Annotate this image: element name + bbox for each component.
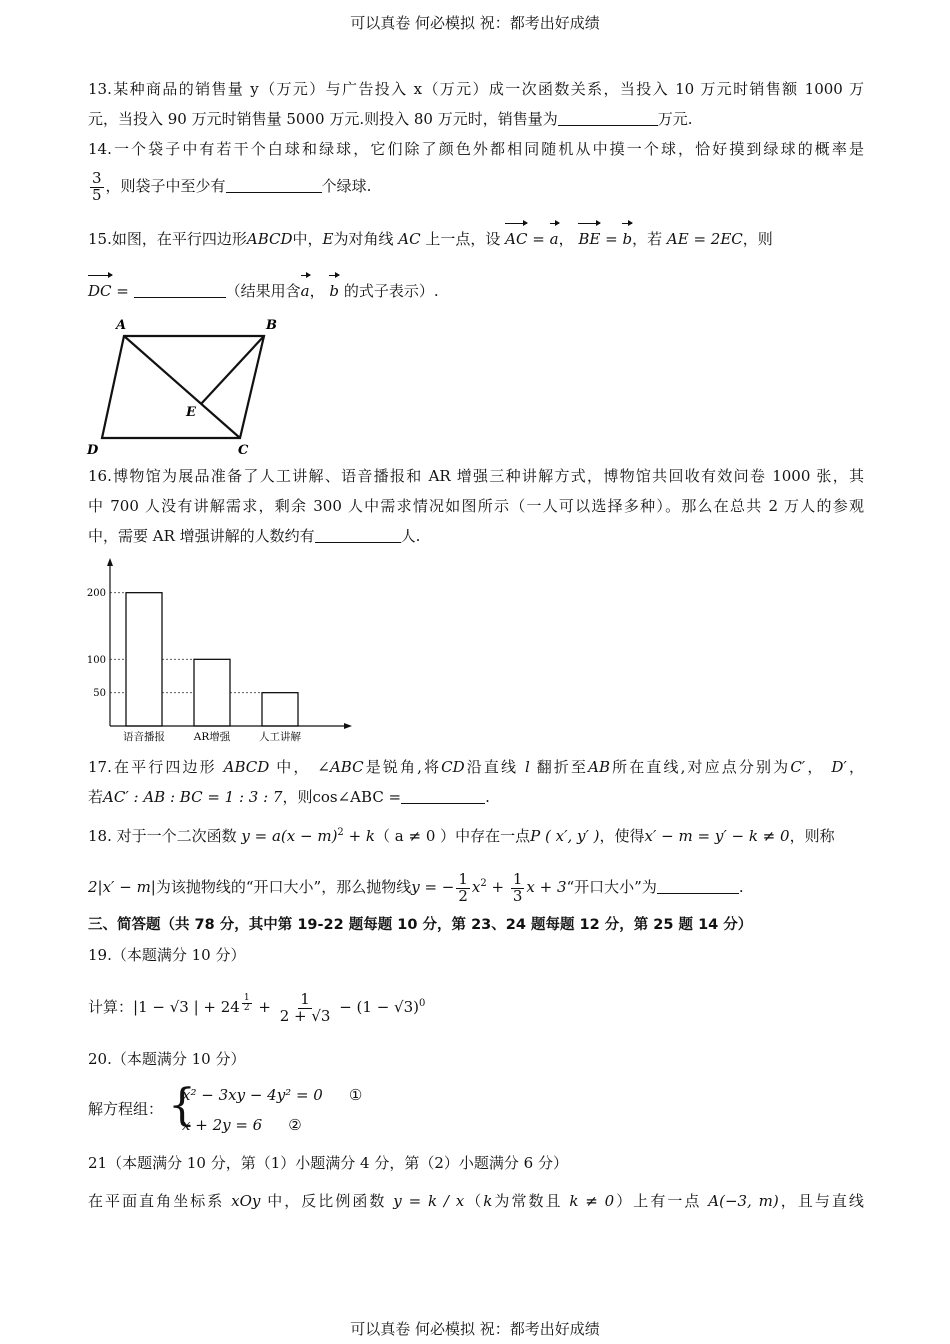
q21-line1: 在平面直角坐标系 xOy 中，反比例函数 y = k / x（k为常数且 k ≠ 0）上有一点 A(−3, m)，且与直线 <box>88 1192 864 1210</box>
q15-answer-blank[interactable] <box>134 283 226 298</box>
q13-answer-blank[interactable] <box>558 111 658 126</box>
q14-answer-blank[interactable] <box>226 178 322 193</box>
y-tick-label: 50 <box>93 688 106 700</box>
q19-expression: 计算：|1 − √3 | + 24 $^{\frac{1}{2}}$ + $\frac{1}{2 + √3}$ − $(1 - √3)^0$ <box>88 989 426 1025</box>
label-a: A <box>116 318 127 333</box>
label-e: E <box>186 405 196 420</box>
q15-line1: 15.如图，在平行四边形ABCD中，E为对角线 AC 上一点，设 AC = a， BE = b，若 AE = 2EC，则 <box>88 224 864 254</box>
q18-line2: 2|x′ − m|为该抛物线的“开口大小”，那么抛物线y = − $\frac{1}{2}$ $x^2$ + $\frac{1}{3}$ x + 3“开口大小”为 . <box>88 869 744 905</box>
q18-answer-blank[interactable] <box>657 879 739 894</box>
x-category-label: 人工讲解 <box>259 731 301 743</box>
vector-a: a <box>550 224 559 254</box>
q17-line2: 若AC′ : AB : BC = 1 : 3 : 7，则cos∠ABC = . <box>88 788 490 806</box>
q13-unit: 万元. <box>657 110 693 128</box>
q17-answer-blank[interactable] <box>401 789 485 804</box>
bar-chart <box>84 558 356 748</box>
label-c: C <box>238 443 249 457</box>
vector-b: b <box>622 224 632 254</box>
vector-be: BE <box>578 224 600 254</box>
brace: { <box>168 1080 196 1131</box>
q13-text: 元，当投入 90 万元时销售量 5000 万元.则投入 80 万元时，销售量为 <box>88 110 558 128</box>
page-footer: 可以真卷 何必模拟 祝：都考出好成绩 <box>350 1320 600 1338</box>
diagonal-ac <box>124 336 240 438</box>
x-axis-arrow <box>344 723 352 729</box>
q21-title: 21（本题满分 10 分，第（1）小题满分 4 分，第（2）小题满分 6 分） <box>88 1154 568 1172</box>
q18-line1: 18. 对于一个二次函数 $y = a(x - m)^2 + k$（ a ≠ 0 ）中存在一点P ( x′, y′ )，使得x′ − m = y′ − k ≠ 0，则称 <box>88 827 835 845</box>
q13-line1: 13.某种商品的销售量 y（万元）与广告投入 x（万元）成一次函数关系，当投入 10 万元时销售额 1000 万 <box>88 80 864 98</box>
q13-line2 <box>88 104 864 134</box>
q16-answer-blank[interactable] <box>315 528 401 543</box>
parallelogram-figure <box>82 312 292 457</box>
q19-title: 19.（本题满分 10 分） <box>88 946 246 964</box>
x-category-label: 语音播报 <box>123 731 165 743</box>
q17-line1: 17.在平行四边形 ABCD 中， ∠ABC是锐角,将CD沿直线 l 翻折至AB所在直线,对应点分别为C′， D′， <box>88 758 864 776</box>
q16-line1: 16.博物馆为展品准备了人工讲解、语音播报和 AR 增强三种讲解方式，博物馆共回收有效问卷 1000 张，其 <box>88 467 864 485</box>
section-3-heading: 三、简答题（共 78 分，其中第 19-22 题每题 10 分，第 23、24 题每题 12 分，第 25 题 14 分） <box>88 917 753 933</box>
q14-probability-fraction: $\frac{3}{5}$ <box>92 168 102 204</box>
q16-line3: 中，需要 AR 增强讲解的人数约有 人. <box>88 527 421 545</box>
y-tick-label: 100 <box>86 654 106 666</box>
label-b: B <box>266 318 277 333</box>
label-d: D <box>87 443 99 457</box>
q20-system: 解方程组： { x² − 3xy − 4y² = 0 ① x + 2y = 6 ② <box>88 1080 864 1140</box>
x-category-label: AR增强 <box>193 731 231 743</box>
bar <box>262 693 298 726</box>
bar <box>126 593 162 726</box>
q14-line1: 14.一个袋子中有若干个白球和绿球，它们除了颜色外都相同随机从中摸一个球，恰好摸到绿球的概率是 <box>88 140 864 158</box>
vector-dc: DC <box>88 276 112 306</box>
q15-line2: DC = （结果用含a， b 的式子表示）. <box>88 276 864 306</box>
q16-line2: 中 700 人没有讲解需求，剩余 300 人中需求情况如图所示（一人可以选择多种）。那么在总共 2 万人的参观 <box>88 497 864 515</box>
q20-title: 20.（本题满分 10 分） <box>88 1050 246 1068</box>
y-axis-arrow <box>107 558 113 566</box>
segment-be <box>201 336 264 404</box>
bar <box>194 659 230 726</box>
page-header: 可以真卷 何必模拟 祝：都考出好成绩 <box>350 14 600 32</box>
y-tick-label: 200 <box>86 588 106 600</box>
q14-line2: $\frac{3}{5}$ ，则袋子中至少有 个绿球. <box>92 168 372 204</box>
vector-ac: AC <box>505 224 527 254</box>
